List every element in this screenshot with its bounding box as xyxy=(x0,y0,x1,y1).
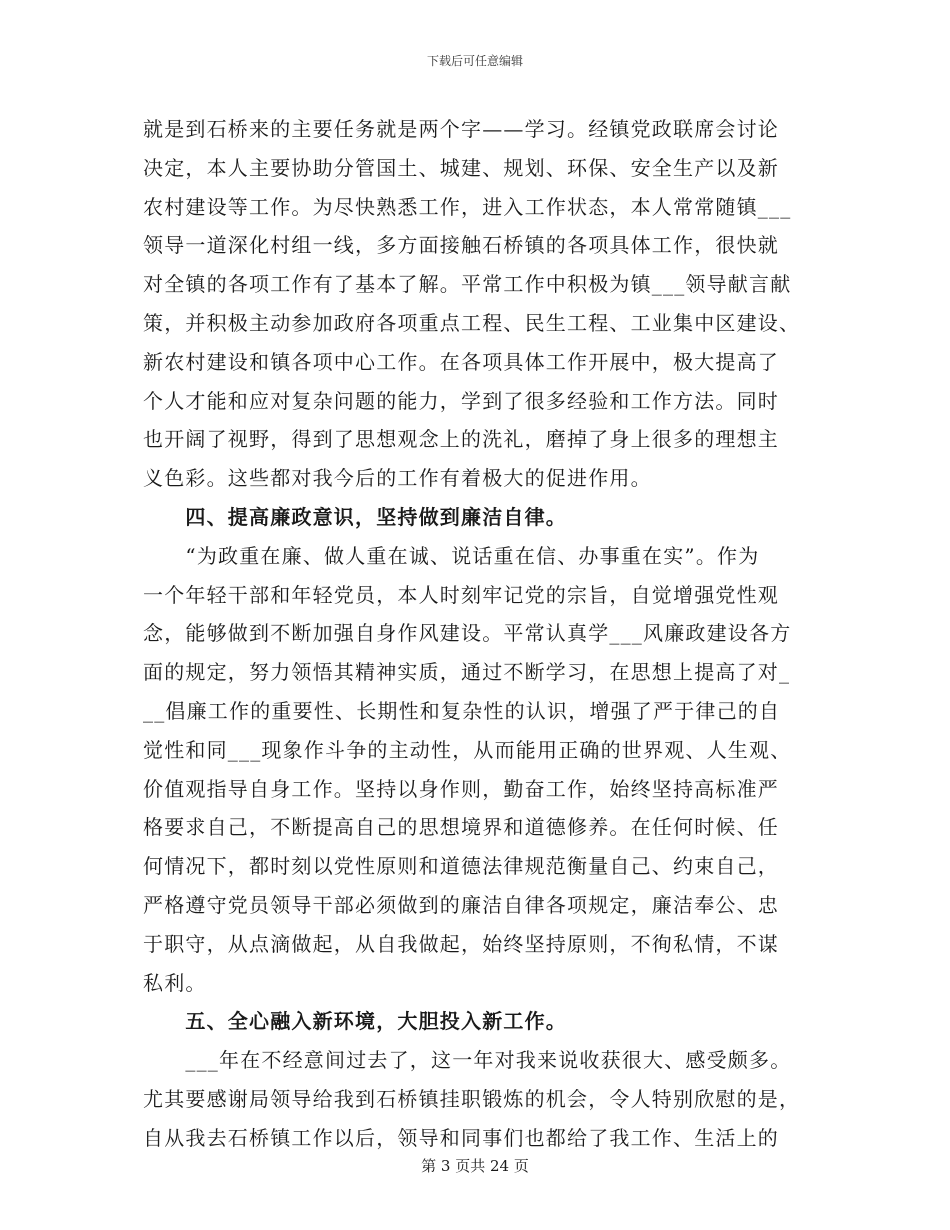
text-line: 觉性和同___现象作斗争的主动性，从而能用正确的世界观、人生观、 xyxy=(143,737,792,762)
text-line: “为政重在廉、做人重在诚、说话重在信、办事重在实”。作为 xyxy=(143,543,760,568)
body-text xyxy=(143,110,808,1158)
text-line: 就是到石桥来的主要任务就是两个字——学习。经镇党政联席会讨论 xyxy=(143,117,779,141)
text-line: 新农村建设和镇各项中心工作。在各项具体工作开展中，极大提高了 xyxy=(143,349,779,374)
text-line: 也开阔了视野，得到了思想观念上的洗礼，磨掉了身上很多的理想主 xyxy=(143,427,779,452)
section-heading: 四、提高廉政意识，坚持做到廉洁自律。 xyxy=(143,504,567,529)
text-line: 于职守，从点滴做起，从自我做起，始终坚持原则，不徇私情，不谋 xyxy=(143,931,779,956)
text-line: 义色彩。这些都对我今后的工作有着极大的促进作用。 xyxy=(143,466,652,491)
text-line: 策，并积极主动参加政府各项重点工程、民生工程、工业集中区建设、 xyxy=(143,310,801,335)
text-line: 对全镇的各项工作有了基本了解。平常工作中积极为镇___领导献言献 xyxy=(143,272,792,297)
text-line: ___年在不经意间过去了，这一年对我来说收获很大、感受颇多。 xyxy=(143,1048,792,1073)
text-line: 严格遵守党员领导干部必须做到的廉洁自律各项规定，廉洁奉公、忠 xyxy=(143,892,779,917)
text-line: 一个年轻干部和年轻党员，本人时刻牢记党的宗旨，自觉增强党性观 xyxy=(143,582,779,607)
text-line: 念，能够做到不断加强自身作风建设。平常认真学___风廉政建设各方 xyxy=(143,621,792,646)
text-line: 格要求自己，不断提高自己的思想境界和道德修养。在任何时候、任 xyxy=(143,815,779,840)
section-heading: 五、全心融入新环境，大胆投入新工作。 xyxy=(143,1009,567,1034)
text-line: 私利。 xyxy=(143,970,207,995)
text-line: 领导一道深化村组一线，多方面接触石桥镇的各项具体工作，很快就 xyxy=(143,233,779,258)
text-line: 决定，本人主要协助分管国土、城建、规划、环保、安全生产以及新 xyxy=(143,155,779,180)
text-line: 农村建设等工作。为尽快熟悉工作，进入工作状态，本人常常随镇___ xyxy=(143,194,792,219)
text-line: 价值观指导自身工作。坚持以身作则，勤奋工作，始终坚持高标准严 xyxy=(143,776,779,801)
text-line: __倡廉工作的重要性、长期性和复杂性的认识，增强了严于律己的自 xyxy=(143,698,781,723)
page-number: 第 3 页共 24 页 xyxy=(421,1157,529,1175)
text-line: 尤其要感谢局领导给我到石桥镇挂职锻炼的机会，令人特别欣慰的是， xyxy=(143,1086,801,1111)
text-line: 何情况下，都时刻以党性原则和道德法律规范衡量自己、约束自己， xyxy=(143,854,779,879)
header-note: 下载后可任意编辑 xyxy=(426,54,523,68)
text-line: 个人才能和应对复杂问题的能力，学到了很多经验和工作方法。同时 xyxy=(143,388,779,413)
text-line: 自从我去石桥镇工作以后，领导和同事们也都给了我工作、生活上的 xyxy=(143,1125,779,1150)
text-line: 面的规定，努力领悟其精神实质，通过不断学习，在思想上提高了对_ xyxy=(143,660,791,685)
